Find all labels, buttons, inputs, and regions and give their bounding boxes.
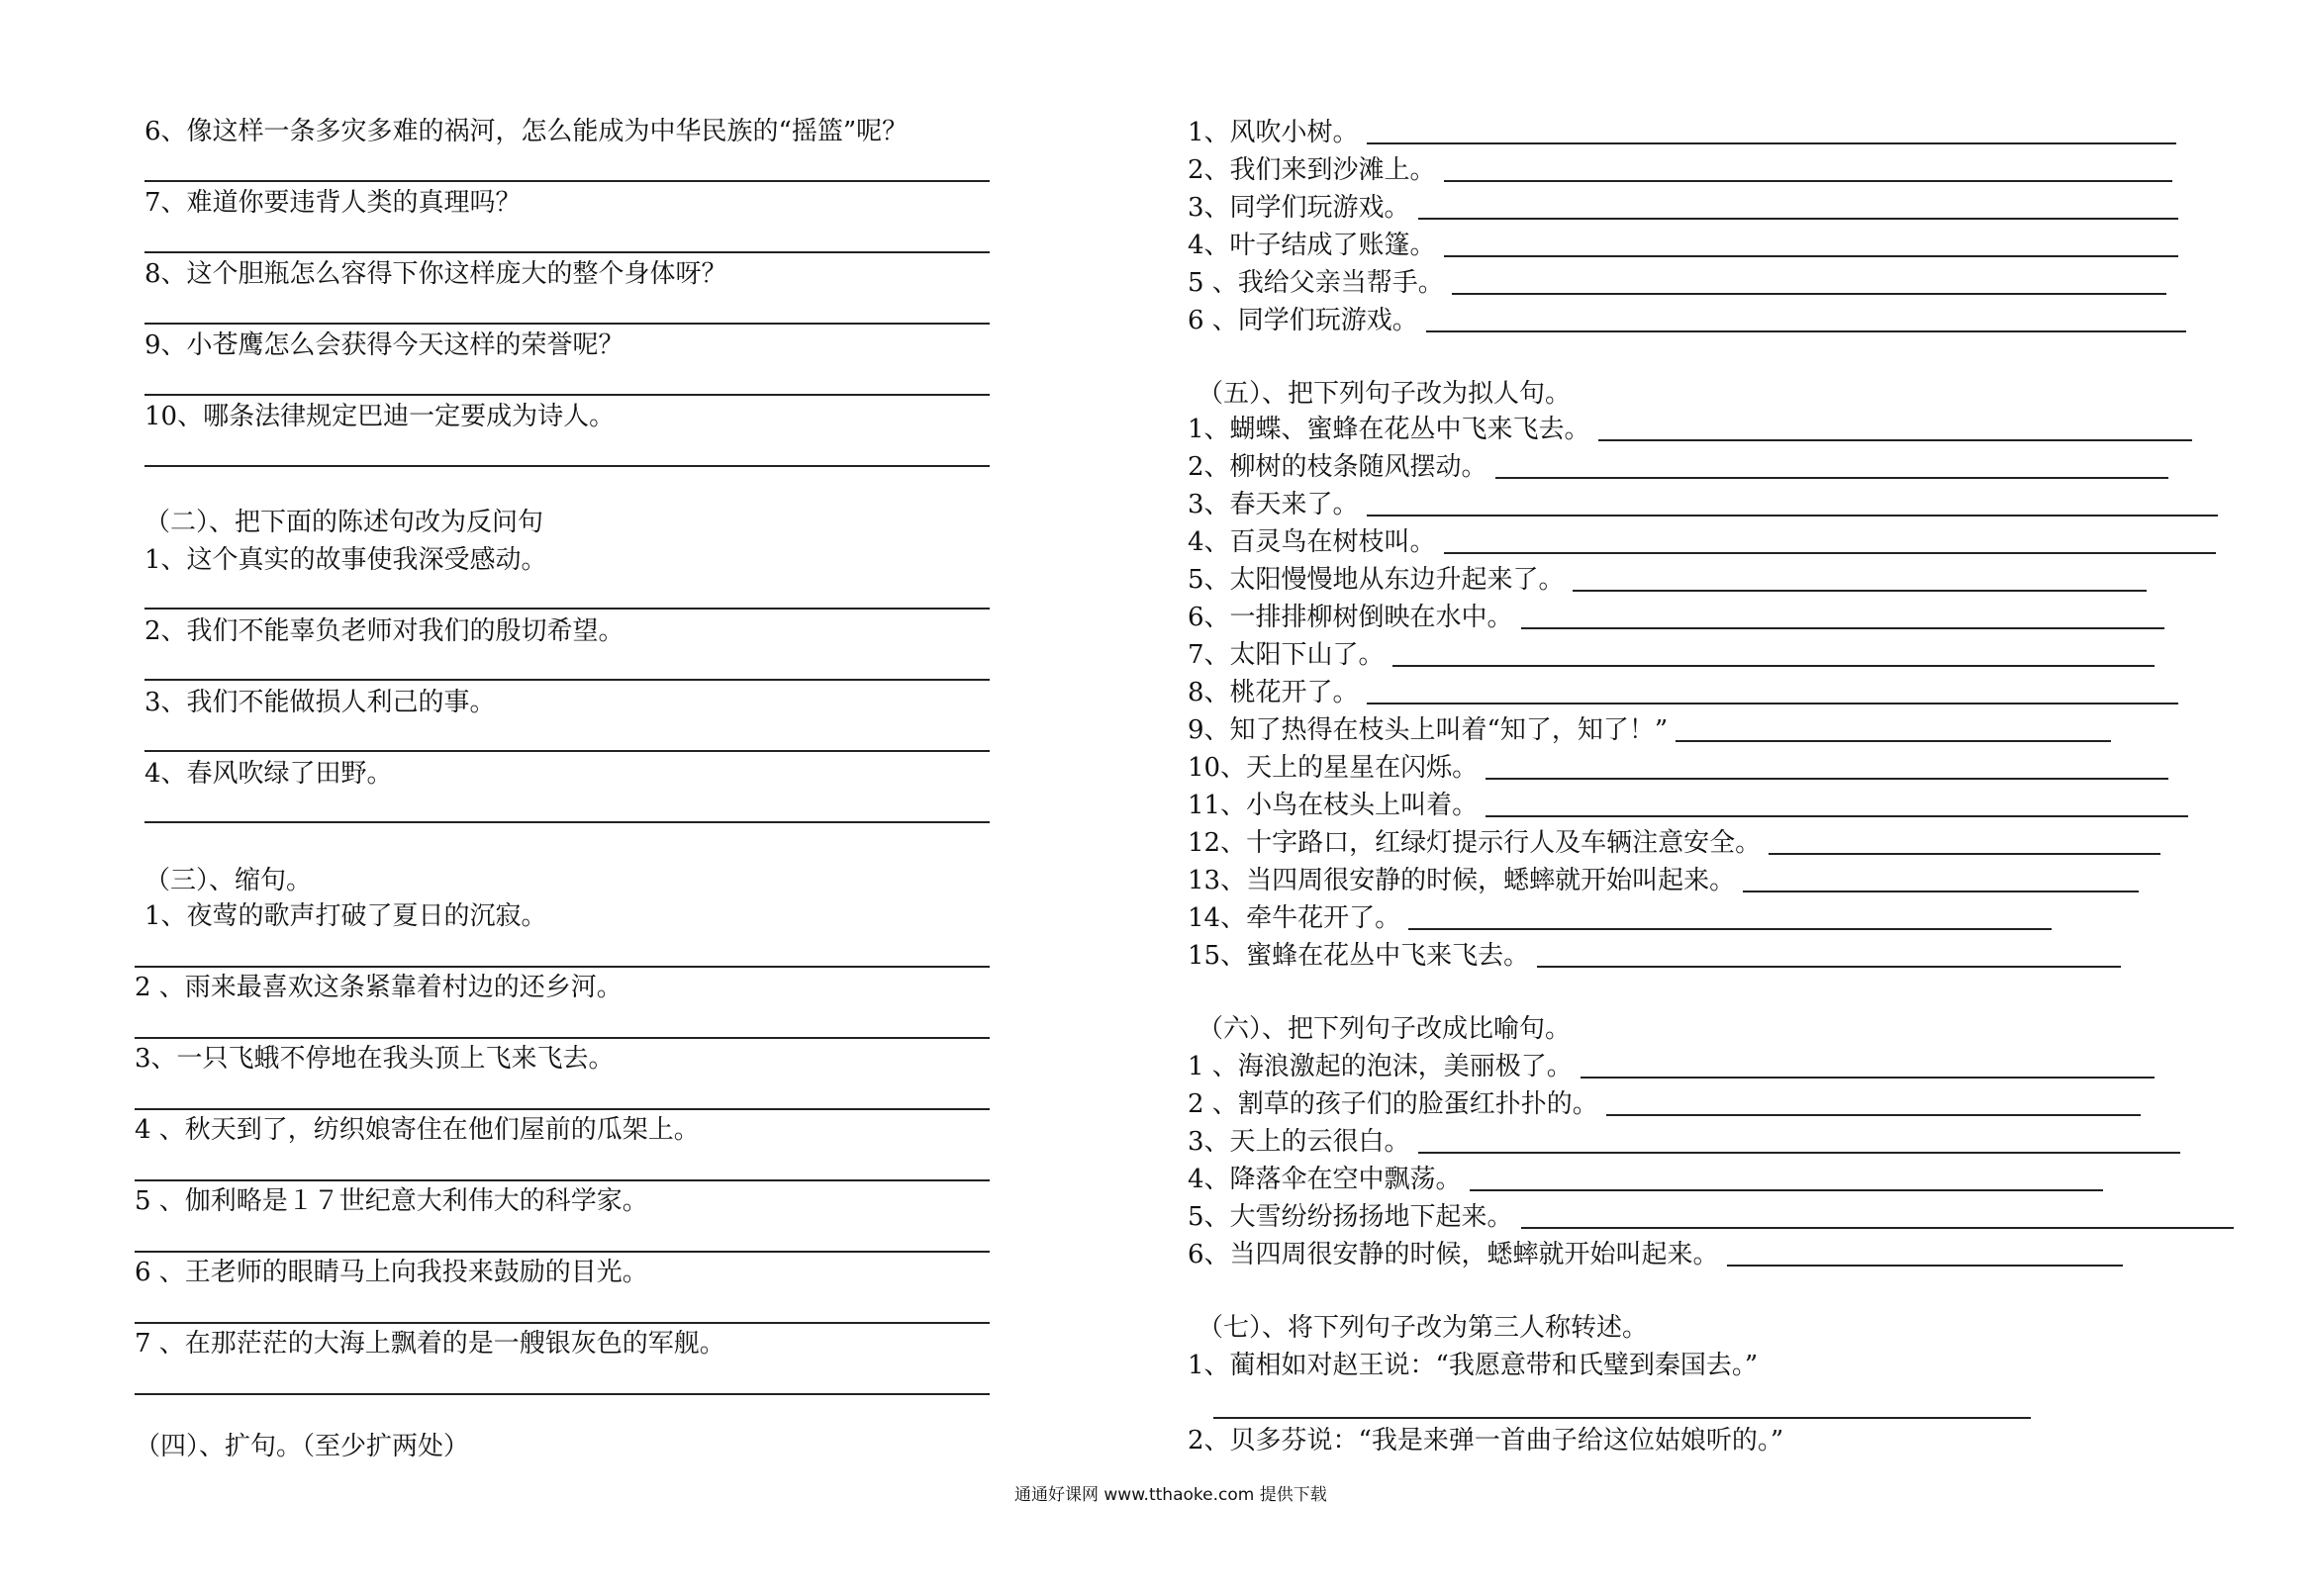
question-text: 2、柳树的枝条随风摆动。 [1188,452,1487,482]
question-text: 4 、秋天到了，纺织娘寄住在他们屋前的瓜架上。 [135,1115,700,1145]
answer-line[interactable] [1367,142,2176,144]
question-text: 10、哪条法律规定巴迪一定要成为诗人。 [144,402,616,431]
answer-line[interactable] [1452,293,2166,295]
question-text: 1 、海浪激起的泡沫，美丽极了。 [1188,1052,1573,1081]
answer-line[interactable] [1769,853,2160,855]
answer-line[interactable] [144,750,990,752]
question-text: 5、大雪纷纷扬扬地下起来。 [1188,1202,1513,1232]
answer-line[interactable] [135,1393,990,1395]
question-text: 2、我们来到沙滩上。 [1188,155,1436,185]
personify-item [1188,677,2178,708]
answer-line[interactable] [1444,180,2172,182]
answer-line[interactable] [1521,1227,2234,1229]
answer-line[interactable] [1418,1152,2180,1154]
personify-item [1188,489,2218,520]
answer-line[interactable] [144,394,990,396]
answer-line[interactable] [1426,330,2186,332]
question-text: 4、叶子结成了账篷。 [1188,231,1436,260]
expand-item [1188,117,2176,148]
personify-item [1188,752,2168,784]
question-text: 9、知了热得在枝头上叫着“知了，知了！” [1188,715,1669,745]
section-heading: （五）、把下列句子改为拟人句。 [1198,379,1572,409]
question-text: 1、风吹小树。 [1188,118,1359,147]
question-text: 4、百灵鸟在树枝叫。 [1188,527,1436,557]
simile-item [1188,1201,2234,1233]
question-text: 3、春天来了。 [1188,490,1359,519]
question-text: 6、像这样一条多灾多难的祸河，怎么能成为中华民族的“摇篮”呢？ [144,117,909,146]
section-heading: （四）、扩句。（至少扩两处） [135,1432,470,1461]
question-text: 6 、同学们玩游戏。 [1188,306,1418,335]
personify-item [1188,639,2155,671]
answer-line[interactable] [144,323,990,325]
personify-item [1188,940,2121,972]
answer-line[interactable] [1213,1417,2031,1419]
question-text: 11、小鸟在枝头上叫着。 [1188,791,1479,820]
section-heading: （六）、把下列句子改成比喻句。 [1198,1014,1572,1044]
answer-line[interactable] [1444,255,2178,257]
question-text: 4、降落伞在空中飘荡。 [1188,1165,1462,1194]
question-text: 5 、伽利略是１７世纪意大利伟大的科学家。 [135,1186,648,1216]
answer-line[interactable] [1367,515,2218,516]
answer-line[interactable] [144,821,990,823]
question-text: 7、太阳下山了。 [1188,640,1385,670]
answer-line[interactable] [144,465,990,467]
answer-line[interactable] [1495,477,2168,479]
expand-item [1188,305,2186,336]
personify-item [1188,526,2216,558]
simile-item [1188,1164,2103,1195]
answer-line[interactable] [135,966,990,968]
answer-line[interactable] [1727,1265,2123,1267]
answer-line[interactable] [1470,1189,2103,1191]
question-text: 5 、我给父亲当帮手。 [1188,268,1444,298]
answer-line[interactable] [1486,815,2188,817]
personify-item [1188,790,2188,821]
answer-line[interactable] [1743,891,2139,892]
answer-line[interactable] [1392,665,2155,667]
question-text: 7 、在那茫茫的大海上飘着的是一艘银灰色的军舰。 [135,1329,725,1359]
answer-line[interactable] [135,1322,990,1324]
question-text: 15、蜜蜂在花丛中飞来飞去。 [1188,941,1530,971]
personify-item [1188,827,2160,859]
answer-line[interactable] [144,251,990,253]
answer-line[interactable] [1367,703,2178,704]
question-text: 1、夜莺的歌声打破了夏日的沉寂。 [144,901,547,931]
answer-line[interactable] [1581,1077,2155,1079]
section-heading: （三）、缩句。 [144,866,313,895]
personify-item [1188,414,2192,445]
question-text: 6 、王老师的眼睛马上向我投来鼓励的目光。 [135,1258,648,1287]
section-heading: （二）、把下面的陈述句改为反问句 [144,508,544,537]
simile-item [1188,1239,2123,1270]
question-text: 3、同学们玩游戏。 [1188,193,1410,223]
question-text: 2 、割草的孩子们的脸蛋红扑扑的。 [1188,1089,1598,1119]
question-text: 6、当四周很安静的时候，蟋蟀就开始叫起来。 [1188,1240,1719,1269]
personify-item [1188,865,2139,896]
question-text: 1、蔺相如对赵王说：“我愿意带和氏璧到秦国去。” [1188,1351,1759,1380]
personify-item [1188,451,2168,483]
personify-item [1188,564,2147,596]
expand-item [1188,267,2166,299]
answer-line[interactable] [135,1108,990,1110]
question-text: 2 、雨来最喜欢这条紧靠着村边的还乡河。 [135,973,623,1002]
expand-item [1188,192,2178,224]
question-text: 9、小苍鹰怎么会获得今天这样的荣誉呢？ [144,330,624,360]
answer-line[interactable] [144,180,990,182]
question-text: 10、天上的星星在闪烁。 [1188,753,1479,783]
answer-line[interactable] [1444,552,2216,554]
question-text: 14、牵牛花开了。 [1188,903,1401,933]
question-text: 3、天上的云很白。 [1188,1127,1410,1157]
question-text: 3、我们不能做损人利己的事。 [144,688,496,717]
answer-line[interactable] [1486,778,2168,780]
simile-item [1188,1126,2180,1158]
answer-line[interactable] [144,679,990,681]
simile-item [1188,1088,2141,1120]
answer-line[interactable] [1418,218,2178,220]
answer-line[interactable] [1598,439,2192,441]
question-text: 3、一只飞蛾不停地在我头顶上飞来飞去。 [135,1044,615,1074]
expand-item [1188,230,2178,261]
question-text: 2、我们不能辜负老师对我们的殷切希望。 [144,616,624,646]
simile-item [1188,1051,2155,1082]
question-text: 12、十字路口，红绿灯提示行人及车辆注意安全。 [1188,828,1762,858]
personify-item [1188,602,2164,633]
answer-line[interactable] [135,1179,990,1181]
answer-line[interactable] [1521,627,2164,629]
question-text: 8、桃花开了。 [1188,678,1359,707]
answer-line[interactable] [1573,590,2147,592]
question-text: 2、贝多芬说：“我是来弹一首曲子给这位姑娘听的。” [1188,1426,1784,1455]
answer-line[interactable] [1676,740,2111,742]
personify-item [1188,714,2111,746]
section-heading: （七）、将下列句子改为第三人称转述。 [1198,1313,1649,1343]
answer-line[interactable] [1606,1114,2141,1116]
question-text: 8、这个胆瓶怎么容得下你这样庞大的整个身体呀？ [144,259,727,289]
question-text: 13、当四周很安静的时候，蟋蟀就开始叫起来。 [1188,866,1736,895]
answer-line[interactable] [1408,928,2052,930]
question-text: 4、春风吹绿了田野。 [144,759,393,789]
answer-line[interactable] [135,1037,990,1039]
question-text: 1、蝴蝶、蜜蜂在花丛中飞来飞去。 [1188,415,1590,444]
answer-line[interactable] [144,608,990,610]
personify-item [1188,902,2052,934]
answer-line[interactable] [135,1251,990,1253]
question-text: 6、一排排柳树倒映在水中。 [1188,603,1513,632]
footer-credit: 通通好课网 www.tthaoke.com 提供下载 [1014,1485,1327,1505]
question-text: 5、太阳慢慢地从东边升起来了。 [1188,565,1565,595]
question-text: 7、难道你要违背人类的真理吗？ [144,188,522,218]
answer-line[interactable] [1537,966,2121,968]
question-text: 1、这个真实的故事使我深受感动。 [144,545,547,575]
expand-item [1188,154,2172,186]
